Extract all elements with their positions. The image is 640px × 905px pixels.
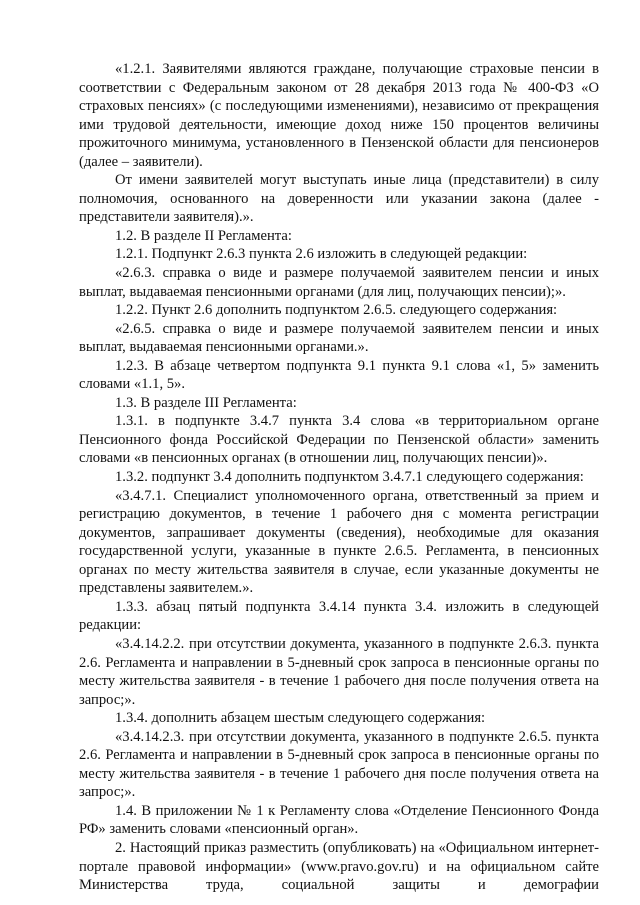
document-paragraph: 1.3.1. в подпункте 3.4.7 пункта 3.4 слова «в территориальном органе Пенсионного фонда Российской Федерации по Пензенской области» заменить словами «в пенсионных органах (в отношении лиц, получающих пенсии)». <box>79 413 599 467</box>
document-paragraph: 1.2.3. В абзаце четвертом подпункта 9.1 пункта 9.1 слова «1, 5» заменить словами «1.1, 5». <box>79 357 599 393</box>
document-paragraph: 1.2.2. Пункт 2.6 дополнить подпунктом 2.6.5. следующего содержания: <box>115 302 558 319</box>
document-page <box>79 60 599 895</box>
document-paragraph: «3.4.14.2.3. при отсутствии документа, указанного в подпункте 2.6.5. пункта 2.6. Регламента и направлении в 5-дневный срок запроса в пенсионные органы по месту жительства заявителя - в течение 1 рабочего дня после получения ответа на запрос;». <box>79 728 599 801</box>
document-paragraph: 1.3.4. дополнить абзацем шестым следующего содержания: <box>115 710 486 727</box>
document-paragraph: 1.4. В приложении № 1 к Регламенту слова «Отделение Пенсионного Фонда РФ» заменить словами «пенсионный орган». <box>79 802 599 838</box>
document-paragraph: «3.4.7.1. Специалист уполномоченного органа, ответственный за прием и регистрацию документов, в течение 1 рабочего дня с момента регистрации документов, запрашивает документы (сведения), необходимые для оказания государственной услуги, указанные в пункте 2.6.5. Регламента, в пенсионных органах по месту жительства заявителя в случае, если указанные документы не представлены заявителем.». <box>79 487 599 597</box>
document-paragraph: От имени заявителей могут выступать иные лица (представители) в силу полномочия, основанного на доверенности или указании закона (далее - представители заявителя).». <box>79 172 599 226</box>
document-paragraph: «2.6.5. справка о виде и размере получаемой заявителем пенсии и иных выплат, выдаваемая пенсионными органами.». <box>79 320 599 356</box>
document-paragraph: «1.2.1. Заявителями являются граждане, получающие страховые пенсии в соответствии с Федеральным законом от 28 декабря 2013 года № 400-ФЗ «О страховых пенсиях» (с последующими изменениями), независимо от прекращения ими трудовой деятельности, имеющие доход ниже 150 процентов величины прожиточного минимума, установленного в Пензенской области для пенсионеров (далее – заявители). <box>79 61 599 170</box>
document-paragraph: 1.2.1. Подпункт 2.6.3 пункта 2.6 изложить в следующей редакции: <box>115 246 528 263</box>
document-paragraph: 1.3.2. подпункт 3.4 дополнить подпунктом 3.4.7.1 следующего содержания: <box>115 469 584 486</box>
document-paragraph: 1.3.3. абзац пятый подпункта 3.4.14 пункта 3.4. изложить в следующей редакции: <box>79 598 599 634</box>
document-paragraph: 1.3. В разделе III Регламента: <box>115 394 297 411</box>
document-paragraph: «2.6.3. справка о виде и размере получаемой заявителем пенсии и иных выплат, выдаваемая пенсионными органами (для лиц, получающих пенсии);». <box>79 265 599 300</box>
document-paragraph: 1.2. В разделе II Регламента: <box>115 227 292 244</box>
document-paragraph: «3.4.14.2.2. при отсутствии документа, указанного в подпункте 2.6.3. пункта 2.6. Регламента и направлении в 5-дневный срок запроса в пенсионные органы по месту жительства заявителя - в течение 1 рабочего дня после получения ответа на запрос;». <box>79 635 599 708</box>
document-paragraph: 2. Настоящий приказ разместить (опубликовать) на «Официальном интернет-портале правовой информации» (www.pravo.gov.ru) и на официальном сайте Министерства труда, социальной защиты и демографии <box>79 839 599 894</box>
